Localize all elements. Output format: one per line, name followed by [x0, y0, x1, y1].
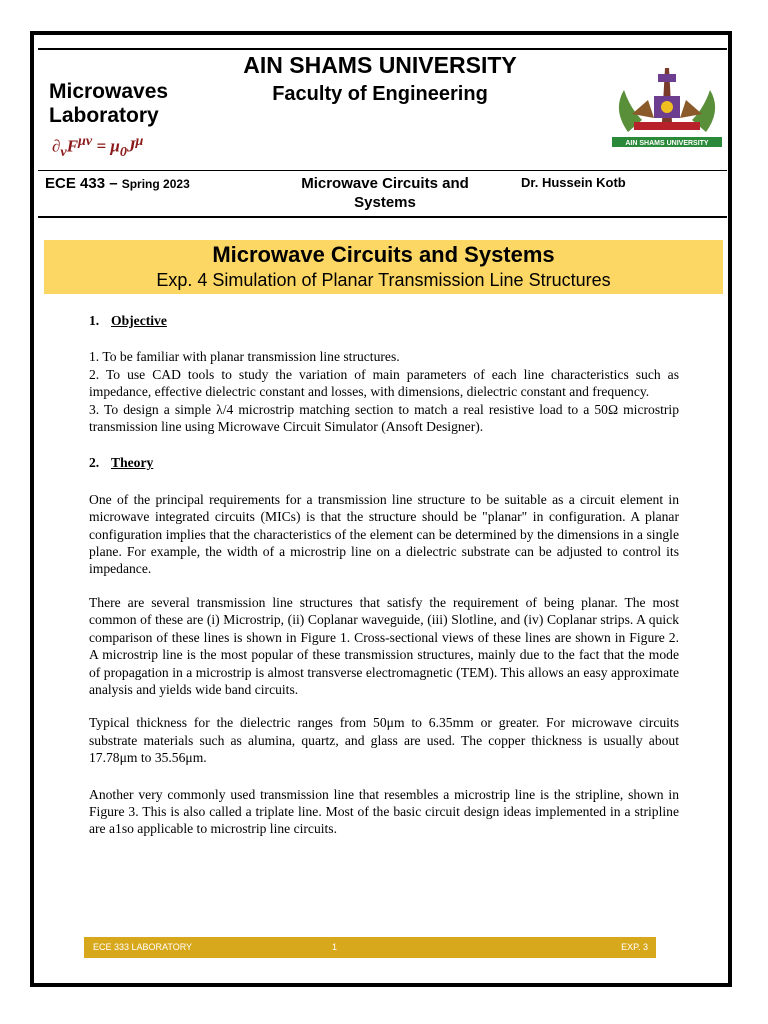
- experiment-title: Exp. 4 Simulation of Planar Transmission Line Structures: [156, 270, 611, 290]
- lab-name-line2: Laboratory: [49, 104, 159, 127]
- course-info: [45, 175, 190, 192]
- lab-name-line1: Microwaves: [49, 80, 169, 103]
- title-banner: [44, 240, 723, 294]
- header-divider: [38, 170, 727, 171]
- footer-lab: ECE 333 LABORATORY: [93, 942, 193, 952]
- course-subject-line2: Systems: [354, 194, 416, 211]
- theory-paragraph: One of the principal requirements for a transmission line structure to be suitable as a circuit element in microwave integrated circuits (MICs) is that the structure should be "planar" in configuration. A planar configuration implies that the characteristics of the element can be determined by the dimensions in a single plane. For example, the width of a microstrip line on a dielectric substrate can be adjusted to control its impedance.: [89, 491, 679, 577]
- footer-experiment: EXP. 3: [621, 942, 648, 952]
- document-body: [89, 312, 679, 838]
- course-subject: [280, 174, 490, 212]
- theory-title: Theory: [111, 455, 154, 471]
- logo-caption: AIN SHAMS UNIVERSITY: [625, 140, 709, 147]
- page-number: 1: [332, 942, 338, 952]
- lab-name: [49, 80, 168, 128]
- instructor-name: Dr. Hussein Kotb: [521, 175, 626, 190]
- objective-item: 1. To be familiar with planar transmission line structures.: [89, 349, 400, 365]
- course-subject-line1: Microwave Circuits and: [301, 175, 469, 192]
- objective-heading: [89, 312, 679, 329]
- objective-item: 3. To design a simple λ/4 microstrip matching section to match a real resistive load to a 50Ω microstrip transmission line using Microwave Circuit Simulator (Ansoft Designer).: [89, 401, 679, 435]
- course-code: ECE 433 –: [45, 175, 118, 192]
- theory-paragraph: Another very commonly used transmission line that resembles a microstrip line is the stripline, shown in Figure 3. This is also called a triplate line. Most of the basic circuit design ideas implemented in a stripline are a1so applicable to microstrip line circuits.: [89, 786, 679, 837]
- objective-item: 2. To use CAD tools to study the variation of main parameters of each line characteristics such as impedance, effective dielectric constant and losses, with dimensions, dielectric constant and frequency.: [89, 366, 679, 400]
- theory-number: 2.: [89, 455, 100, 471]
- theory-paragraph: Typical thickness for the dielectric ranges from 50μm to 6.35mm or greater. For microwave circuits substrate materials such as alumina, quartz, and glass are used. The copper thickness is usually about 17.78μm to 35.56μm.: [89, 715, 679, 766]
- maxwell-equation: $\partial_\nu F^{\mu\nu} = \mu_0J^\mu$: [52, 133, 144, 161]
- university-name: AIN SHAMS UNIVERSITY: [243, 52, 517, 78]
- objective-title: Objective: [111, 313, 167, 328]
- theory-paragraph: There are several transmission line structures that satisfy the requirement of being planar. The most common of these are (i) Microstrip, (ii) Coplanar waveguide, (iii) Slotline, and (iv) Coplanar strips. A quick comparison of these lines is shown in Figure 1. Cross-sectional views of these lines are shown in Figure 2. A microstrip line is the most popular of these transmission structures, mainly due to the fact that the mode of propagation in a microstrip is almost transverse electromagnetic (TEM). This allows an easy approximate analysis and yields wide band circuits.: [89, 594, 679, 697]
- objective-number: 1.: [89, 313, 100, 328]
- university-logo-icon: [608, 60, 726, 148]
- theory-heading: [89, 454, 679, 471]
- semester: Spring 2023: [121, 177, 190, 191]
- document-title: Microwave Circuits and Systems: [212, 242, 555, 267]
- faculty-name: Faculty of Engineering: [272, 83, 488, 105]
- page-footer: [84, 937, 656, 958]
